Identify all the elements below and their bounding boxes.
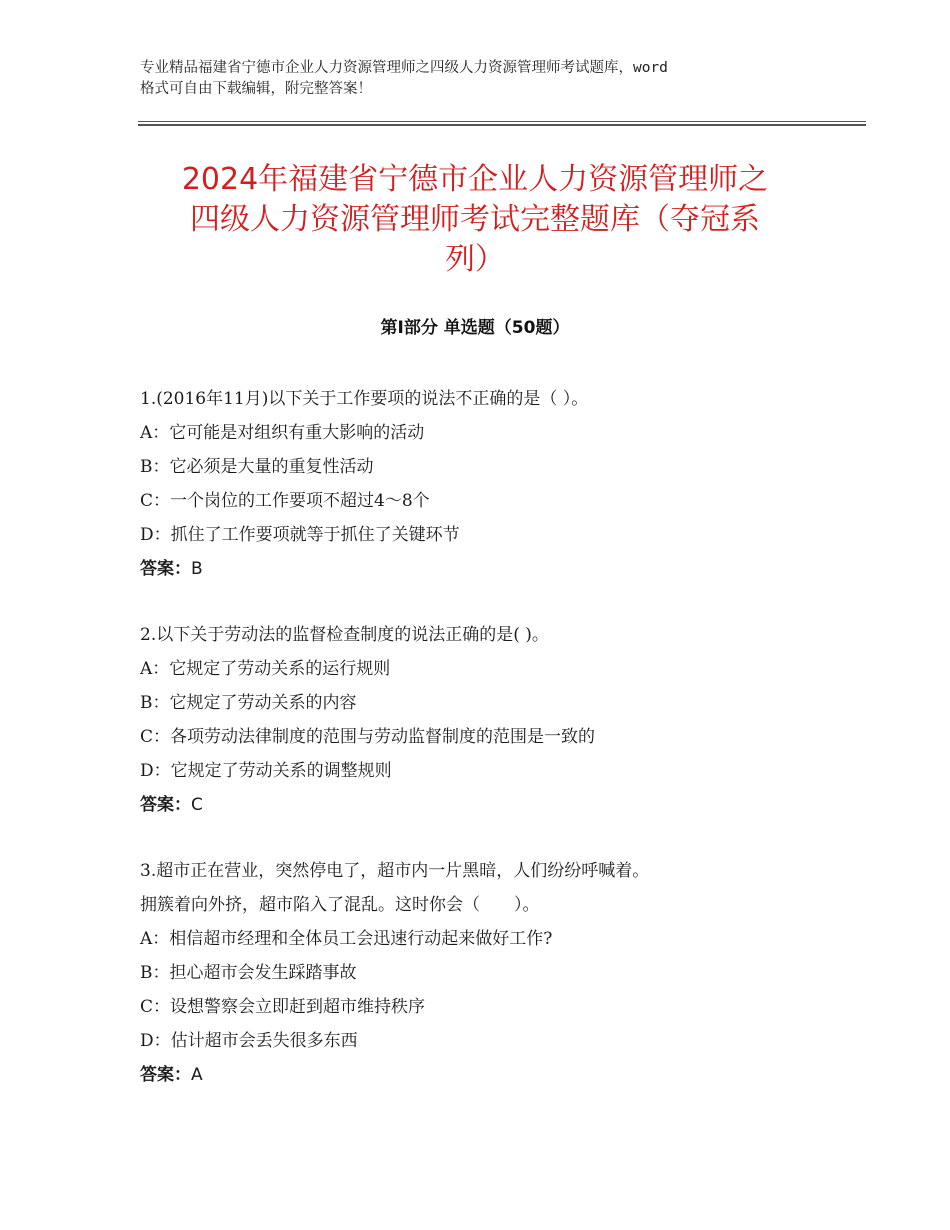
answer-value: C [191, 795, 203, 815]
question-stem: 3.超市正在营业，突然停电了，超市内一片黑暗，人们纷纷呼喊着。 [140, 861, 650, 881]
answer-label: 答案： [140, 559, 191, 579]
option-d: D：估计超市会丢失很多东西 [140, 1031, 358, 1051]
header-divider-thick [138, 124, 866, 126]
option-b: B：它规定了劳动关系的内容 [140, 693, 357, 713]
answer-line [140, 552, 840, 586]
section-title: 第Ⅰ部分 单选题（50题） [380, 318, 570, 338]
title-line: 2024年福建省宁德市企业人力资源管理师之 [181, 162, 769, 197]
answer-value: A [191, 1065, 203, 1085]
question-item [140, 382, 840, 586]
option-c: C：设想警察会立即赶到超市维持秩序 [140, 997, 426, 1017]
option-b: B：担心超市会发生踩踏事故 [140, 963, 357, 983]
option-d: D：它规定了劳动关系的调整规则 [140, 761, 392, 781]
header-note-line: 格式可自由下载编辑，附完整答案！ [140, 81, 372, 97]
answer-line [140, 1058, 840, 1092]
title-line: 四级人力资源管理师考试完整题库（夺冠系 [190, 202, 760, 237]
option-b: B：它必须是大量的重复性活动 [140, 457, 374, 477]
option-a: A：相信超市经理和全体员工会迅速行动起来做好工作? [140, 929, 553, 949]
header-divider [138, 121, 866, 122]
answer-line [140, 788, 840, 822]
title-line: 列） [445, 242, 505, 277]
question-stem: 1.(2016年11月)以下关于工作要项的说法不正确的是（ ）。 [140, 389, 589, 409]
answer-label: 答案： [140, 1065, 191, 1085]
document-title [120, 160, 830, 280]
question-stem-continued: 拥簇着向外挤，超市陷入了混乱。这时你会（ ）。 [140, 895, 540, 915]
question-stem: 2.以下关于劳动法的监督检查制度的说法正确的是( )。 [140, 625, 549, 645]
option-a: A：它规定了劳动关系的运行规则 [140, 659, 391, 679]
answer-label: 答案： [140, 795, 191, 815]
option-d: D：抓住了工作要项就等于抓住了关键环节 [140, 525, 460, 545]
question-item [140, 854, 840, 1092]
option-c: C：各项劳动法律制度的范围与劳动监督制度的范围是一致的 [140, 727, 596, 747]
answer-value: B [191, 559, 203, 579]
option-a: A：它可能是对组织有重大影响的活动 [140, 423, 425, 443]
header-note [140, 58, 830, 100]
header-note-line: 专业精品福建省宁德市企业人力资源管理师之四级人力资源管理师考试题库，word [140, 60, 668, 76]
question-item [140, 618, 840, 822]
question-list [140, 382, 840, 1124]
option-c: C：一个岗位的工作要项不超过4～8个 [140, 491, 430, 511]
